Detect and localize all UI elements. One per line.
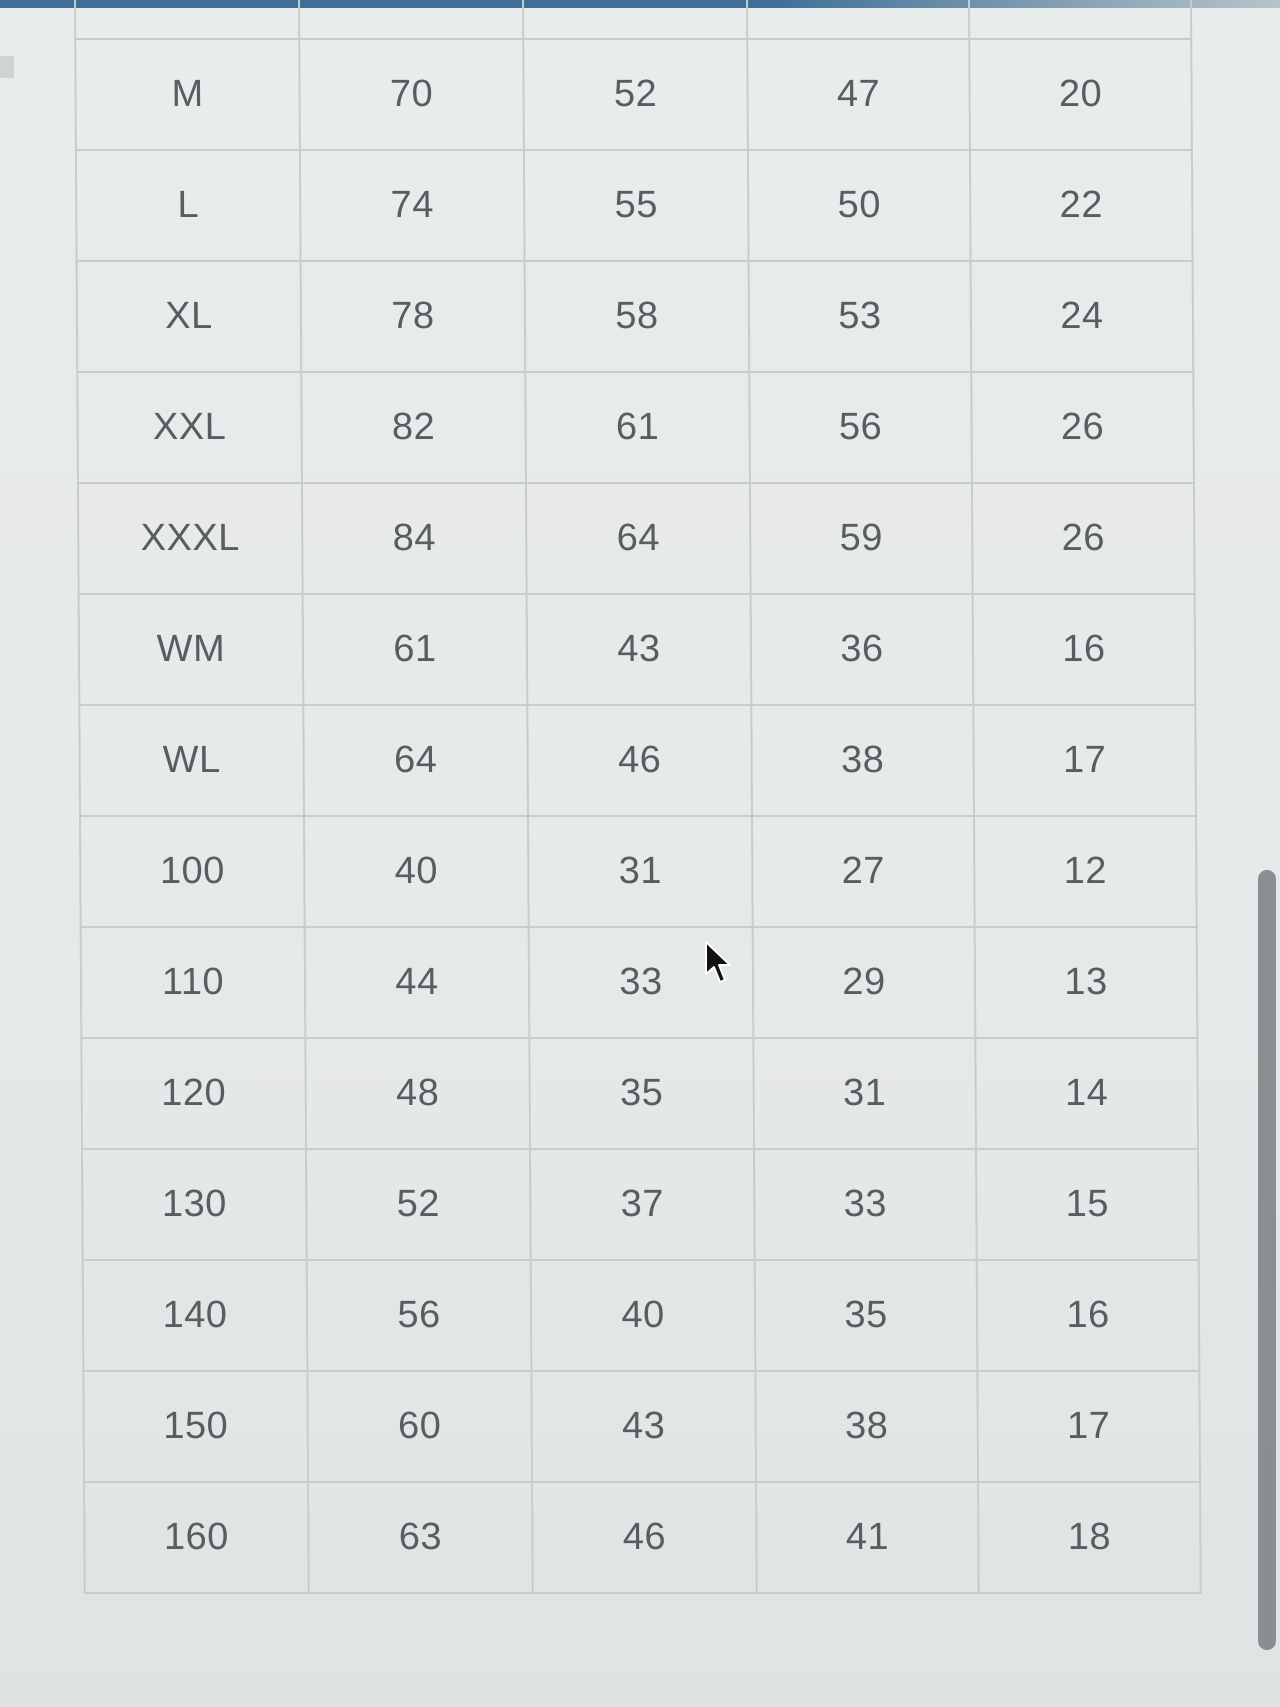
table-cell: XXXL <box>78 483 303 594</box>
table-cell: 50 <box>748 150 971 261</box>
table-cell: 74 <box>300 150 525 261</box>
table-cell: 110 <box>81 927 306 1038</box>
table-row <box>82 1149 1199 1260</box>
table-cell: 64 <box>526 483 751 594</box>
table-row <box>84 1482 1201 1593</box>
table-cell: 59 <box>750 483 973 594</box>
table-cell: 17 <box>977 1371 1200 1482</box>
table-cell: 40 <box>304 816 529 927</box>
table-cell <box>75 0 299 39</box>
table-cell: 41 <box>756 1482 979 1593</box>
table-cell: 38 <box>751 705 974 816</box>
table-row <box>83 1260 1200 1371</box>
table-cell: 35 <box>529 1038 754 1149</box>
table-cell: 18 <box>978 1482 1201 1593</box>
table-row <box>79 705 1196 816</box>
table-cell <box>747 0 969 39</box>
table-cell: L <box>76 150 301 261</box>
table-cell: 20 <box>969 39 1192 150</box>
table-cell: 33 <box>529 927 754 1038</box>
table-cell: 12 <box>974 816 1197 927</box>
table-cell: 17 <box>973 705 1196 816</box>
table-cell: 150 <box>83 1371 308 1482</box>
table-cell: 84 <box>302 483 527 594</box>
table-cell: 82 <box>301 372 526 483</box>
table-cell: 53 <box>749 261 972 372</box>
table-row <box>80 816 1197 927</box>
table-cell: 47 <box>747 39 970 150</box>
table-cell: 43 <box>527 594 752 705</box>
table-cell: 27 <box>752 816 975 927</box>
table-cell: 78 <box>301 261 526 372</box>
table-cell: 26 <box>971 372 1194 483</box>
table-cell: 64 <box>303 705 528 816</box>
table-cell: 52 <box>306 1149 531 1260</box>
table-cell: 46 <box>527 705 752 816</box>
table-cell <box>523 0 747 39</box>
vertical-scrollbar-thumb[interactable] <box>1258 870 1276 1650</box>
table-row <box>77 261 1194 372</box>
table-row <box>83 1371 1200 1482</box>
table-cell: 16 <box>973 594 1196 705</box>
table-cell: 36 <box>751 594 974 705</box>
table-cell: 37 <box>530 1149 755 1260</box>
table-cell: 22 <box>970 150 1193 261</box>
table-cell: 63 <box>308 1482 533 1593</box>
table-cell <box>299 0 523 39</box>
table-cell: 15 <box>976 1149 1199 1260</box>
table-cell: 43 <box>531 1371 756 1482</box>
table-cell: 60 <box>307 1371 532 1482</box>
table-cell: 16 <box>977 1260 1200 1371</box>
table-cell: 52 <box>523 39 748 150</box>
table-row <box>78 483 1195 594</box>
table-row <box>81 1038 1198 1149</box>
table-row <box>77 372 1194 483</box>
table-cell: 46 <box>532 1482 757 1593</box>
table-cell: 61 <box>525 372 750 483</box>
table-cell: 55 <box>524 150 749 261</box>
table-cell: 26 <box>972 483 1195 594</box>
table-cell <box>969 0 1191 39</box>
table-row <box>81 927 1198 1038</box>
table-cell: 24 <box>971 261 1194 372</box>
table-cell: 44 <box>305 927 530 1038</box>
table-row <box>75 39 1192 150</box>
table-cell: 38 <box>755 1371 978 1482</box>
table-cell: WL <box>79 705 304 816</box>
table-cell: 40 <box>531 1260 756 1371</box>
table-cell: 61 <box>303 594 528 705</box>
table-cell: 29 <box>753 927 976 1038</box>
left-edge-marker <box>0 56 14 78</box>
table-cell: 70 <box>299 39 524 150</box>
table-cell: 35 <box>755 1260 978 1371</box>
table-cell: XXL <box>77 372 302 483</box>
table-cell: 13 <box>975 927 1198 1038</box>
table-row <box>76 150 1193 261</box>
table-cell: 33 <box>754 1149 977 1260</box>
table-cell: 130 <box>82 1149 307 1260</box>
table-cell: WM <box>79 594 304 705</box>
table-cell: 56 <box>749 372 972 483</box>
table-cell: 48 <box>305 1038 530 1149</box>
table-cell: 160 <box>84 1482 309 1593</box>
table-cell: XL <box>77 261 302 372</box>
table-cell: 120 <box>81 1038 306 1149</box>
table-cell: 56 <box>307 1260 532 1371</box>
table-cell: 14 <box>975 1038 1198 1149</box>
table-cell: 100 <box>80 816 305 927</box>
table-cell: 140 <box>83 1260 308 1371</box>
table-row <box>75 0 1191 39</box>
table-cell: 31 <box>528 816 753 927</box>
mouse-pointer-icon <box>704 940 736 986</box>
table-cell: 31 <box>753 1038 976 1149</box>
table-row <box>79 594 1196 705</box>
table-cell: 58 <box>525 261 750 372</box>
table-cell: M <box>75 39 300 150</box>
size-chart-table <box>74 0 1202 1594</box>
